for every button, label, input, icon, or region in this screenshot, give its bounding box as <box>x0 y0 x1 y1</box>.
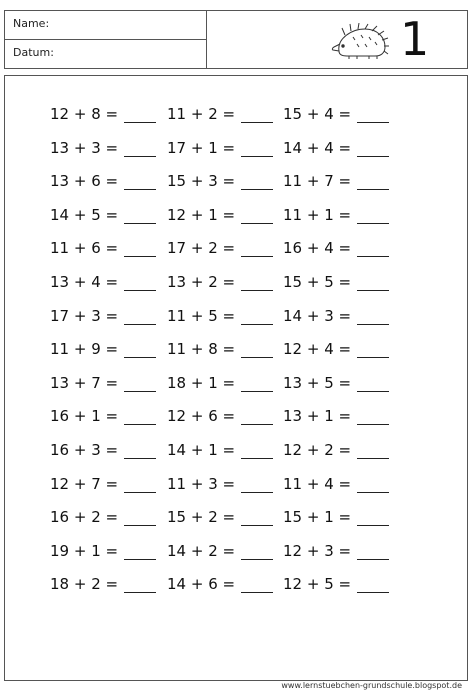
answer-blank[interactable] <box>357 106 389 123</box>
answer-blank[interactable] <box>241 274 273 291</box>
math-problem <box>50 271 156 291</box>
math-problem <box>283 237 389 257</box>
answer-blank[interactable] <box>124 140 156 157</box>
math-problem <box>283 573 389 593</box>
math-problem <box>283 338 389 358</box>
math-problem <box>50 405 156 425</box>
problem-expression: 15 + 1 = <box>283 508 352 527</box>
problem-expression: 11 + 7 = <box>283 172 352 191</box>
answer-blank[interactable] <box>124 375 156 392</box>
problem-expression: 14 + 3 = <box>283 306 352 325</box>
math-problem <box>167 372 273 392</box>
problem-expression: 11 + 3 = <box>167 474 236 493</box>
answer-blank[interactable] <box>241 509 273 526</box>
problem-expression: 14 + 4 = <box>283 138 352 157</box>
answer-blank[interactable] <box>357 375 389 392</box>
answer-blank[interactable] <box>124 207 156 224</box>
answer-blank[interactable] <box>124 240 156 257</box>
problem-expression: 15 + 5 = <box>283 273 352 291</box>
answer-blank[interactable] <box>357 274 389 291</box>
answer-blank[interactable] <box>357 140 389 157</box>
math-problem <box>50 170 156 190</box>
math-problem <box>167 573 273 593</box>
answer-blank[interactable] <box>124 442 156 459</box>
answer-blank[interactable] <box>124 341 156 358</box>
problem-expression: 12 + 6 = <box>167 407 236 426</box>
answer-blank[interactable] <box>357 442 389 459</box>
problem-expression: 14 + 5 = <box>50 205 119 224</box>
answer-blank[interactable] <box>357 476 389 493</box>
problem-expression: 17 + 3 = <box>50 306 119 325</box>
problem-expression: 16 + 3 = <box>50 441 119 459</box>
problem-expression: 12 + 7 = <box>50 474 119 493</box>
math-problem <box>50 540 156 560</box>
answer-blank[interactable] <box>124 173 156 190</box>
math-problem <box>167 103 273 123</box>
problem-expression: 14 + 1 = <box>167 441 236 459</box>
answer-blank[interactable] <box>241 543 273 560</box>
date-row <box>5 40 207 68</box>
math-problem <box>167 137 273 157</box>
math-problem <box>50 338 156 358</box>
math-problem <box>167 439 273 459</box>
problem-expression: 19 + 1 = <box>50 541 119 560</box>
math-problem <box>283 137 389 157</box>
math-problem <box>50 439 156 459</box>
problem-expression: 17 + 2 = <box>167 239 236 258</box>
math-problem <box>283 473 389 493</box>
answer-blank[interactable] <box>357 576 389 593</box>
math-problem <box>283 405 389 425</box>
answer-blank[interactable] <box>124 509 156 526</box>
problem-expression: 12 + 5 = <box>283 575 352 594</box>
math-problem <box>167 170 273 190</box>
problem-expression: 12 + 4 = <box>283 340 352 359</box>
worksheet-header <box>4 10 468 69</box>
math-problem <box>50 103 156 123</box>
math-problem <box>167 271 273 291</box>
math-problem <box>167 473 273 493</box>
name-row <box>5 11 207 40</box>
problem-expression: 17 + 1 = <box>167 138 236 157</box>
answer-blank[interactable] <box>357 308 389 325</box>
problem-expression: 13 + 5 = <box>283 373 352 392</box>
problem-expression: 15 + 4 = <box>283 105 352 123</box>
math-problem <box>283 372 389 392</box>
answer-blank[interactable] <box>357 509 389 526</box>
math-problem <box>50 237 156 257</box>
answer-blank[interactable] <box>241 408 273 425</box>
problem-expression: 15 + 3 = <box>167 172 236 191</box>
math-problem <box>50 372 156 392</box>
math-problem <box>283 540 389 560</box>
math-problem <box>167 305 273 325</box>
answer-blank[interactable] <box>357 240 389 257</box>
math-problem <box>167 540 273 560</box>
problem-expression: 11 + 9 = <box>50 340 119 359</box>
math-problem <box>283 204 389 224</box>
footer-url: www.lernstuebchen-grundschule.blogspot.de <box>281 681 462 690</box>
problem-expression: 11 + 2 = <box>167 105 236 123</box>
math-problem <box>167 506 273 526</box>
problem-expression: 14 + 2 = <box>167 541 236 560</box>
problem-expression: 13 + 6 = <box>50 172 119 191</box>
problem-expression: 12 + 8 = <box>50 105 119 123</box>
math-problem <box>50 506 156 526</box>
problem-expression: 11 + 4 = <box>283 474 352 493</box>
math-problem <box>50 473 156 493</box>
answer-blank[interactable] <box>241 207 273 224</box>
problem-expression: 11 + 5 = <box>167 306 236 325</box>
answer-blank[interactable] <box>241 308 273 325</box>
problem-expression: 18 + 1 = <box>167 373 236 392</box>
hedgehog-icon <box>331 23 389 61</box>
math-problem <box>283 506 389 526</box>
answer-blank[interactable] <box>241 476 273 493</box>
answer-blank[interactable] <box>124 308 156 325</box>
problem-expression: 11 + 1 = <box>283 205 352 224</box>
answer-blank[interactable] <box>124 408 156 425</box>
answer-blank[interactable] <box>124 274 156 291</box>
problem-expression: 16 + 1 = <box>50 407 119 426</box>
answer-blank[interactable] <box>124 476 156 493</box>
math-problem <box>167 237 273 257</box>
math-problem <box>167 405 273 425</box>
math-problem <box>50 305 156 325</box>
answer-blank[interactable] <box>357 173 389 190</box>
problem-expression: 18 + 2 = <box>50 575 119 594</box>
answer-blank[interactable] <box>357 408 389 425</box>
answer-blank[interactable] <box>241 140 273 157</box>
answer-blank[interactable] <box>241 106 273 123</box>
math-problem <box>167 204 273 224</box>
math-problem <box>50 137 156 157</box>
sheet-number: 1 <box>400 12 430 66</box>
math-problem <box>283 439 389 459</box>
answer-blank[interactable] <box>241 442 273 459</box>
answer-blank[interactable] <box>241 341 273 358</box>
problem-expression: 16 + 2 = <box>50 508 119 527</box>
problem-expression: 16 + 4 = <box>283 239 352 258</box>
problem-expression: 15 + 2 = <box>167 508 236 527</box>
problem-expression: 13 + 7 = <box>50 373 119 392</box>
problem-expression: 13 + 1 = <box>283 407 352 426</box>
answer-blank[interactable] <box>241 576 273 593</box>
math-problem <box>167 338 273 358</box>
answer-blank[interactable] <box>124 576 156 593</box>
answer-blank[interactable] <box>357 207 389 224</box>
problem-expression: 12 + 3 = <box>283 541 352 560</box>
problem-expression: 11 + 8 = <box>167 340 236 359</box>
math-problem <box>283 170 389 190</box>
problem-expression: 13 + 2 = <box>167 273 236 291</box>
answer-blank[interactable] <box>241 173 273 190</box>
math-problem <box>283 271 389 291</box>
answer-blank[interactable] <box>357 543 389 560</box>
math-problem <box>50 204 156 224</box>
answer-blank[interactable] <box>124 106 156 123</box>
math-problem <box>50 573 156 593</box>
problem-expression: 12 + 2 = <box>283 441 352 459</box>
problem-expression: 11 + 6 = <box>50 239 119 258</box>
problem-expression: 12 + 1 = <box>167 205 236 224</box>
name-label: Name: <box>13 17 50 30</box>
problem-expression: 13 + 4 = <box>50 273 119 291</box>
math-problem <box>283 305 389 325</box>
answer-blank[interactable] <box>357 341 389 358</box>
answer-blank[interactable] <box>124 543 156 560</box>
problem-expression: 13 + 3 = <box>50 138 119 157</box>
answer-blank[interactable] <box>241 375 273 392</box>
math-problem <box>283 103 389 123</box>
answer-blank[interactable] <box>241 240 273 257</box>
date-label: Datum: <box>13 46 54 59</box>
problem-expression: 14 + 6 = <box>167 575 236 594</box>
